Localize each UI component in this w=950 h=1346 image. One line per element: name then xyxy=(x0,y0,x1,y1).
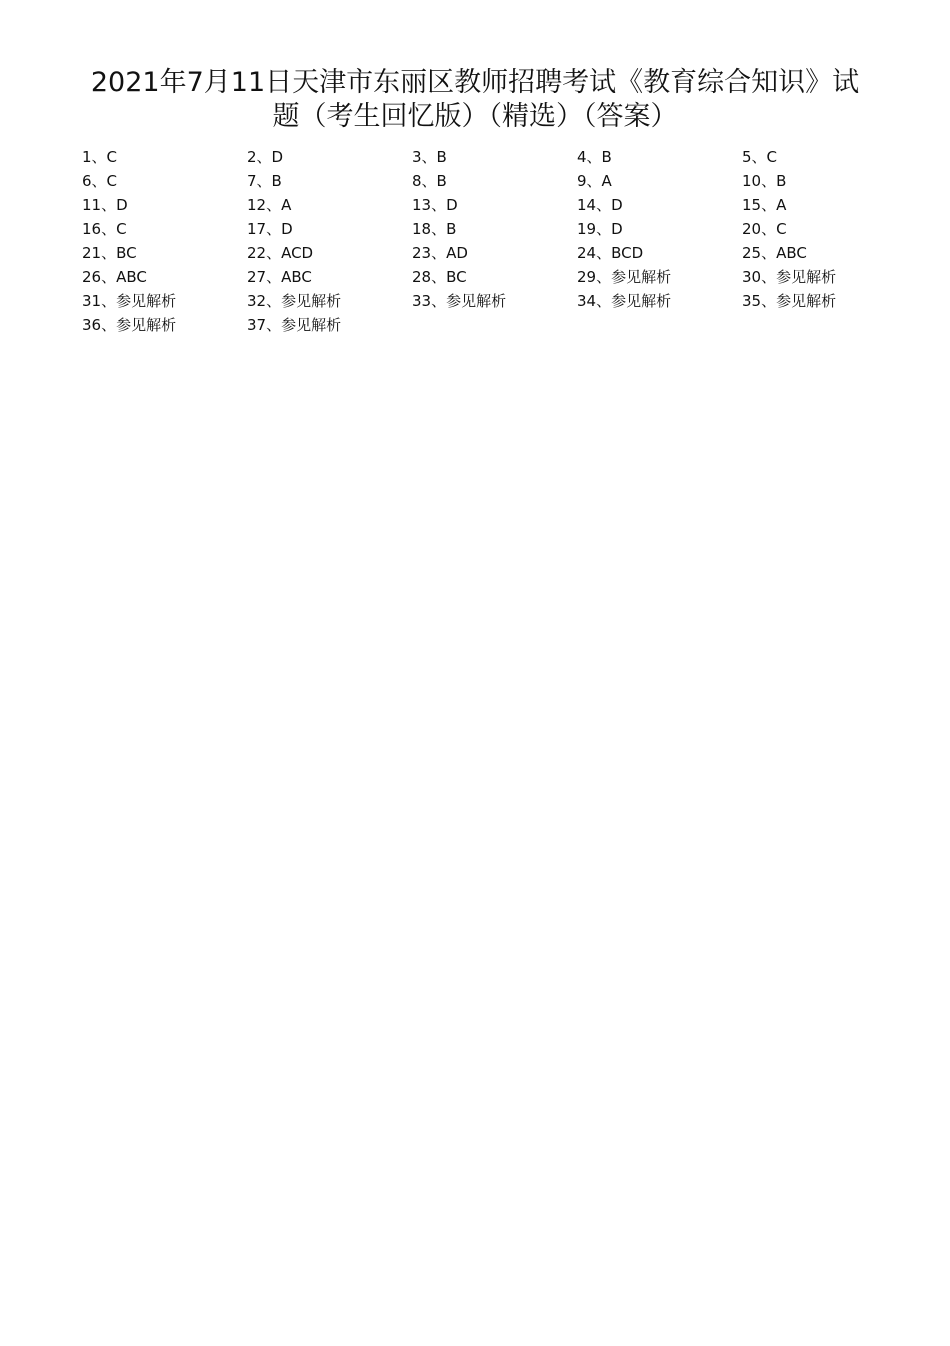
answer-item: 20、C xyxy=(742,220,787,238)
answer-item: 25、ABC xyxy=(742,244,807,262)
answer-item: 32、参见解析 xyxy=(247,292,342,310)
answer-item: 2、D xyxy=(247,148,284,166)
answer-item: 6、C xyxy=(82,172,118,190)
answer-item: 30、参见解析 xyxy=(742,268,837,286)
answer-item: 1、C xyxy=(82,148,118,166)
answer-item: 14、D xyxy=(577,196,623,214)
answer-item: 22、ACD xyxy=(247,244,314,262)
answer-item: 18、B xyxy=(412,220,457,238)
answer-item: 24、BCD xyxy=(577,244,644,262)
answer-item: 9、A xyxy=(577,172,612,190)
answer-item: 34、参见解析 xyxy=(577,292,672,310)
answer-item: 7、B xyxy=(247,172,282,190)
answer-item: 11、D xyxy=(82,196,128,214)
answer-item: 19、D xyxy=(577,220,623,238)
answer-grid xyxy=(82,145,912,337)
answer-item: 36、参见解析 xyxy=(82,316,177,334)
answer-item: 28、BC xyxy=(412,268,467,286)
answer-item: 3、B xyxy=(412,148,447,166)
answer-item: 4、B xyxy=(577,148,612,166)
answer-item: 21、BC xyxy=(82,244,137,262)
title-line-2: 题（考生回忆版）（精选）（答案） xyxy=(272,101,678,132)
answer-item: 5、C xyxy=(742,148,778,166)
answer-item: 31、参见解析 xyxy=(82,292,177,310)
title-line-1: 2021年7月11日天津市东丽区教师招聘考试《教育综合知识》试 xyxy=(90,67,860,98)
document-title xyxy=(40,66,910,134)
answer-item: 35、参见解析 xyxy=(742,292,837,310)
answer-item: 26、ABC xyxy=(82,268,147,286)
answer-item: 17、D xyxy=(247,220,293,238)
answer-item: 12、A xyxy=(247,196,292,214)
answer-item: 8、B xyxy=(412,172,447,190)
answer-item: 29、参见解析 xyxy=(577,268,672,286)
answer-item: 33、参见解析 xyxy=(412,292,507,310)
answer-item: 23、AD xyxy=(412,244,468,262)
answer-item: 15、A xyxy=(742,196,787,214)
answer-item: 16、C xyxy=(82,220,127,238)
answer-item: 10、B xyxy=(742,172,787,190)
answer-item: 13、D xyxy=(412,196,458,214)
answer-item: 27、ABC xyxy=(247,268,312,286)
answer-item: 37、参见解析 xyxy=(247,316,342,334)
